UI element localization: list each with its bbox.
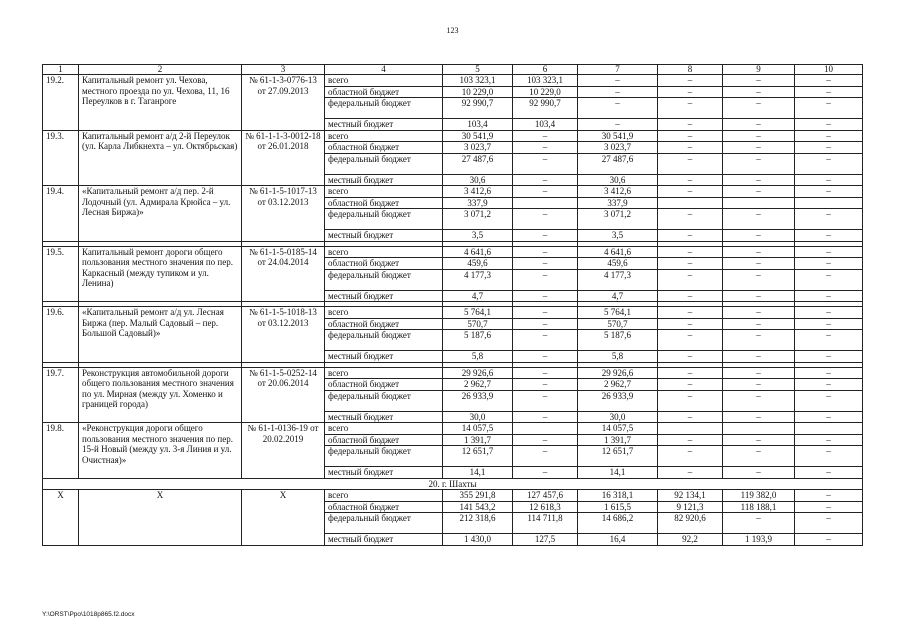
budget-label: федеральный бюджет xyxy=(325,390,443,411)
amount-cell: – xyxy=(795,246,863,258)
item-number: 19.6. xyxy=(43,307,79,363)
amount-cell: – xyxy=(658,209,723,230)
amount-cell: – xyxy=(723,446,795,467)
amount-cell: 103,4 xyxy=(513,119,578,131)
budget-label: областной бюджет xyxy=(325,197,443,209)
budget-label: местный бюджет xyxy=(325,351,443,363)
amount-cell: 114 711,8 xyxy=(513,513,578,534)
amount-cell: – xyxy=(658,269,723,290)
table-row xyxy=(43,423,863,435)
amount-cell: 82 920,6 xyxy=(658,513,723,534)
amount-cell xyxy=(795,423,863,435)
item-name: «Капитальный ремонт а/д пер. 2-й Лодочный (ул. Адмирала Крюйса – ул. Лесная Биржа)» xyxy=(79,186,242,242)
column-number-header: 2 xyxy=(79,65,242,75)
amount-cell: – xyxy=(795,307,863,319)
table-row xyxy=(43,75,863,87)
column-number-header: 4 xyxy=(325,65,443,75)
amount-cell: – xyxy=(723,351,795,363)
amount-cell: 92 990,7 xyxy=(513,98,578,119)
page-number: 123 xyxy=(446,26,459,35)
amount-cell: – xyxy=(578,75,658,87)
amount-cell: 9 121,3 xyxy=(658,501,723,513)
amount-cell xyxy=(513,197,578,209)
budget-label: федеральный бюджет xyxy=(325,98,443,119)
amount-cell: 337,9 xyxy=(443,197,513,209)
document-reference: № 61-1-0136-19 от 20.02.2019 xyxy=(242,423,325,479)
budget-label: федеральный бюджет xyxy=(325,209,443,230)
amount-cell: 27 487,6 xyxy=(578,153,658,174)
item-number: 19.2. xyxy=(43,75,79,131)
item-number: 19.4. xyxy=(43,186,79,242)
budget-label: местный бюджет xyxy=(325,119,443,131)
budget-label: всего xyxy=(325,246,443,258)
amount-cell xyxy=(658,423,723,435)
amount-cell: – xyxy=(723,119,795,131)
item-number: 19.7. xyxy=(43,367,79,423)
amount-cell: 26 933,9 xyxy=(443,390,513,411)
amount-cell: – xyxy=(578,98,658,119)
amount-cell: 3,5 xyxy=(578,230,658,242)
amount-cell: 16 318,1 xyxy=(578,490,658,502)
amount-cell: 14,1 xyxy=(578,467,658,479)
amount-cell: – xyxy=(578,119,658,131)
amount-cell: – xyxy=(723,98,795,119)
column-number-header: 6 xyxy=(513,65,578,75)
amount-cell: – xyxy=(513,351,578,363)
amount-cell: – xyxy=(723,86,795,98)
amount-cell: – xyxy=(658,246,723,258)
amount-cell: 30,0 xyxy=(578,411,658,423)
amount-cell: – xyxy=(513,290,578,302)
budget-label: всего xyxy=(325,186,443,198)
budget-label: всего xyxy=(325,130,443,142)
column-number-header: 9 xyxy=(723,65,795,75)
item-name: Капитальный ремонт дороги общего пользования местного значения по пер. Каркасный (между тупиком и ул. Ленина) xyxy=(79,246,242,302)
amount-cell: – xyxy=(795,411,863,423)
budget-label: федеральный бюджет xyxy=(325,269,443,290)
budget-label: местный бюджет xyxy=(325,174,443,186)
amount-cell: 92 134,1 xyxy=(658,490,723,502)
document-reference: № 61-1-1-3-0012-18 от 26.01.2018 xyxy=(242,130,325,186)
amount-cell: – xyxy=(513,230,578,242)
document-reference: № 61-1-5-0185-14 от 24.04.2014 xyxy=(242,246,325,302)
amount-cell: – xyxy=(513,153,578,174)
amount-cell: – xyxy=(795,290,863,302)
amount-cell: – xyxy=(795,434,863,446)
amount-cell: – xyxy=(658,186,723,198)
table-row xyxy=(43,307,863,319)
amount-cell: 14 686,2 xyxy=(578,513,658,534)
amount-cell: – xyxy=(795,501,863,513)
amount-cell: 5 764,1 xyxy=(578,307,658,319)
amount-cell: 29 926,6 xyxy=(578,367,658,379)
item-name: «Реконструкция дороги общего пользования местного значения по пер. 15-й Новый (между ул. 3-я Линия и ул. Очистная)» xyxy=(79,423,242,479)
amount-cell: – xyxy=(723,75,795,87)
amount-cell: 30,6 xyxy=(443,174,513,186)
x-mark: Х xyxy=(79,490,242,546)
section-title: 20. г. Шахты xyxy=(43,478,863,490)
amount-cell: – xyxy=(513,330,578,351)
amount-cell: 4 641,6 xyxy=(578,246,658,258)
section-row xyxy=(43,478,863,490)
item-name: Реконструкция автомобильной дороги общего пользования местного значения по ул. Мирная (между ул. Хоменко и границей города) xyxy=(79,367,242,423)
amount-cell: – xyxy=(723,434,795,446)
amount-cell: – xyxy=(658,351,723,363)
amount-cell: – xyxy=(658,153,723,174)
amount-cell: 459,6 xyxy=(443,258,513,270)
column-number-header: 10 xyxy=(795,65,863,75)
budget-label: областной бюджет xyxy=(325,501,443,513)
amount-cell: 103,4 xyxy=(443,119,513,131)
amount-cell: 212 318,6 xyxy=(443,513,513,534)
amount-cell: 4 177,3 xyxy=(443,269,513,290)
amount-cell: – xyxy=(513,411,578,423)
amount-cell: – xyxy=(723,318,795,330)
amount-cell: – xyxy=(723,307,795,319)
amount-cell: – xyxy=(513,209,578,230)
amount-cell: – xyxy=(513,467,578,479)
budget-label: областной бюджет xyxy=(325,258,443,270)
amount-cell: – xyxy=(723,258,795,270)
budget-label: областной бюджет xyxy=(325,142,443,154)
amount-cell: 4 177,3 xyxy=(578,269,658,290)
amount-cell: – xyxy=(795,130,863,142)
item-number: 19.3. xyxy=(43,130,79,186)
amount-cell: – xyxy=(723,174,795,186)
amount-cell: – xyxy=(658,367,723,379)
amount-cell: – xyxy=(795,534,863,546)
amount-cell: 3 412,6 xyxy=(443,186,513,198)
amount-cell: – xyxy=(513,142,578,154)
amount-cell: – xyxy=(723,411,795,423)
amount-cell: – xyxy=(513,269,578,290)
amount-cell: – xyxy=(658,467,723,479)
budget-table xyxy=(42,64,863,546)
item-name: Капитальный ремонт ул. Чехова, местного проезда по ул. Чехова, 11, 16 Переулков в г. Таганроге xyxy=(79,75,242,131)
header-row xyxy=(43,65,863,75)
amount-cell: 1 193,9 xyxy=(723,534,795,546)
amount-cell: – xyxy=(658,258,723,270)
item-name: Капитальный ремонт а/д 2-й Переулок (ул. Карла Либкнехта – ул. Октябрьская) xyxy=(79,130,242,186)
amount-cell: 127 457,6 xyxy=(513,490,578,502)
amount-cell: 5,8 xyxy=(578,351,658,363)
amount-cell: 5 187,6 xyxy=(578,330,658,351)
amount-cell: – xyxy=(795,119,863,131)
amount-cell: – xyxy=(723,269,795,290)
amount-cell: 3 023,7 xyxy=(443,142,513,154)
amount-cell: – xyxy=(723,367,795,379)
amount-cell: – xyxy=(795,390,863,411)
budget-label: областной бюджет xyxy=(325,379,443,391)
table-row xyxy=(43,367,863,379)
budget-label: местный бюджет xyxy=(325,534,443,546)
amount-cell: – xyxy=(658,174,723,186)
amount-cell xyxy=(658,197,723,209)
amount-cell: – xyxy=(795,174,863,186)
amount-cell: – xyxy=(513,390,578,411)
amount-cell: – xyxy=(658,130,723,142)
amount-cell: 1 615,5 xyxy=(578,501,658,513)
amount-cell: 118 188,1 xyxy=(723,501,795,513)
budget-label: местный бюджет xyxy=(325,411,443,423)
amount-cell: 570,7 xyxy=(443,318,513,330)
amount-cell: 5 187,6 xyxy=(443,330,513,351)
table-row xyxy=(43,246,863,258)
amount-cell: 2 962,7 xyxy=(443,379,513,391)
amount-cell: – xyxy=(723,230,795,242)
amount-cell: – xyxy=(723,130,795,142)
x-mark: Х xyxy=(43,490,79,546)
column-number-header: 3 xyxy=(242,65,325,75)
table-row xyxy=(43,186,863,198)
amount-cell: – xyxy=(795,86,863,98)
budget-label: областной бюджет xyxy=(325,434,443,446)
amount-cell: 12 651,7 xyxy=(443,446,513,467)
amount-cell: – xyxy=(795,209,863,230)
amount-cell: – xyxy=(723,467,795,479)
file-path-footer: Y:\ORST\Ppo\1018p865.f2.docx xyxy=(42,611,135,618)
amount-cell xyxy=(723,423,795,435)
amount-cell: 3 071,2 xyxy=(443,209,513,230)
amount-cell: – xyxy=(513,174,578,186)
amount-cell: 5 764,1 xyxy=(443,307,513,319)
amount-cell: 5,8 xyxy=(443,351,513,363)
amount-cell: – xyxy=(658,318,723,330)
amount-cell: – xyxy=(513,367,578,379)
budget-label: федеральный бюджет xyxy=(325,513,443,534)
amount-cell: – xyxy=(513,307,578,319)
amount-cell: – xyxy=(795,186,863,198)
budget-label: областной бюджет xyxy=(325,318,443,330)
budget-label: местный бюджет xyxy=(325,290,443,302)
amount-cell: – xyxy=(795,318,863,330)
amount-cell: – xyxy=(658,390,723,411)
column-number-header: 7 xyxy=(578,65,658,75)
budget-label: областной бюджет xyxy=(325,86,443,98)
document-reference: № 61-1-3-0776-13 от 27.09.2013 xyxy=(242,75,325,131)
budget-label: федеральный бюджет xyxy=(325,446,443,467)
amount-cell: – xyxy=(795,153,863,174)
amount-cell: – xyxy=(723,330,795,351)
amount-cell: 16,4 xyxy=(578,534,658,546)
budget-label: федеральный бюджет xyxy=(325,153,443,174)
amount-cell: – xyxy=(658,307,723,319)
amount-cell: – xyxy=(578,86,658,98)
amount-cell: 30,6 xyxy=(578,174,658,186)
amount-cell: 10 229,0 xyxy=(443,86,513,98)
amount-cell xyxy=(795,197,863,209)
budget-label: всего xyxy=(325,490,443,502)
amount-cell: 1 391,7 xyxy=(443,434,513,446)
amount-cell: – xyxy=(658,379,723,391)
amount-cell: – xyxy=(513,318,578,330)
item-number: 19.8. xyxy=(43,423,79,479)
amount-cell: 14 057,5 xyxy=(443,423,513,435)
amount-cell: 14,1 xyxy=(443,467,513,479)
amount-cell: 119 382,0 xyxy=(723,490,795,502)
amount-cell: – xyxy=(723,186,795,198)
x-mark: Х xyxy=(242,490,325,546)
document-reference: № 61-1-5-1017-13 от 03.12.2013 xyxy=(242,186,325,242)
column-number-header: 5 xyxy=(443,65,513,75)
amount-cell: 3 412,6 xyxy=(578,186,658,198)
amount-cell: 127,5 xyxy=(513,534,578,546)
amount-cell: – xyxy=(513,246,578,258)
amount-cell: 3 023,7 xyxy=(578,142,658,154)
amount-cell xyxy=(513,423,578,435)
amount-cell: – xyxy=(513,186,578,198)
amount-cell: – xyxy=(723,246,795,258)
budget-label: местный бюджет xyxy=(325,230,443,242)
amount-cell: 30 541,9 xyxy=(443,130,513,142)
amount-cell: 30 541,9 xyxy=(578,130,658,142)
document-reference: № 61-1-5-0252-14 от 20.06.2014 xyxy=(242,367,325,423)
amount-cell: – xyxy=(658,330,723,351)
amount-cell: – xyxy=(795,513,863,534)
amount-cell: – xyxy=(795,142,863,154)
amount-cell: 3 071,2 xyxy=(578,209,658,230)
budget-label: федеральный бюджет xyxy=(325,330,443,351)
column-number-header: 1 xyxy=(43,65,79,75)
amount-cell: 103 323,1 xyxy=(513,75,578,87)
amount-cell: 92 990,7 xyxy=(443,98,513,119)
item-name: «Капитальный ремонт а/д ул. Лесная Биржа (пер. Малый Садовый – пер. Большой Садовый)» xyxy=(79,307,242,363)
amount-cell: – xyxy=(795,98,863,119)
amount-cell xyxy=(723,197,795,209)
amount-cell: – xyxy=(723,390,795,411)
amount-cell: 4,7 xyxy=(578,290,658,302)
item-number: 19.5. xyxy=(43,246,79,302)
amount-cell: 30,0 xyxy=(443,411,513,423)
amount-cell: – xyxy=(658,411,723,423)
amount-cell: – xyxy=(513,434,578,446)
amount-cell: – xyxy=(795,269,863,290)
amount-cell: 2 962,7 xyxy=(578,379,658,391)
budget-label: всего xyxy=(325,75,443,87)
amount-cell: – xyxy=(723,142,795,154)
amount-cell: – xyxy=(723,209,795,230)
amount-cell: – xyxy=(513,379,578,391)
amount-cell: 26 933,9 xyxy=(578,390,658,411)
amount-cell: – xyxy=(723,379,795,391)
amount-cell: 12 651,7 xyxy=(578,446,658,467)
amount-cell: 459,6 xyxy=(578,258,658,270)
amount-cell: 12 618,3 xyxy=(513,501,578,513)
amount-cell: 3,5 xyxy=(443,230,513,242)
amount-cell: – xyxy=(658,230,723,242)
amount-cell: – xyxy=(723,153,795,174)
amount-cell: – xyxy=(513,446,578,467)
amount-cell: – xyxy=(795,330,863,351)
amount-cell: – xyxy=(513,258,578,270)
amount-cell: – xyxy=(795,258,863,270)
amount-cell: – xyxy=(658,119,723,131)
amount-cell: – xyxy=(723,513,795,534)
budget-label: всего xyxy=(325,423,443,435)
amount-cell: – xyxy=(723,290,795,302)
budget-label: местный бюджет xyxy=(325,467,443,479)
amount-cell: – xyxy=(658,86,723,98)
amount-cell: 570,7 xyxy=(578,318,658,330)
total-row xyxy=(43,490,863,502)
amount-cell: – xyxy=(513,130,578,142)
amount-cell: – xyxy=(795,351,863,363)
amount-cell: 355 291,8 xyxy=(443,490,513,502)
amount-cell: 4,7 xyxy=(443,290,513,302)
amount-cell: – xyxy=(795,367,863,379)
amount-cell: 337,9 xyxy=(578,197,658,209)
amount-cell: – xyxy=(795,379,863,391)
amount-cell: 27 487,6 xyxy=(443,153,513,174)
amount-cell: 4 641,6 xyxy=(443,246,513,258)
amount-cell: – xyxy=(795,467,863,479)
amount-cell: – xyxy=(658,75,723,87)
document-reference: № 61-1-5-1018-13 от 03.12.2013 xyxy=(242,307,325,363)
amount-cell: 103 323,1 xyxy=(443,75,513,87)
amount-cell: – xyxy=(658,98,723,119)
amount-cell: – xyxy=(795,446,863,467)
amount-cell: – xyxy=(658,142,723,154)
budget-label: всего xyxy=(325,367,443,379)
table-row xyxy=(43,130,863,142)
amount-cell: 92,2 xyxy=(658,534,723,546)
amount-cell: – xyxy=(795,75,863,87)
amount-cell: – xyxy=(658,290,723,302)
amount-cell: – xyxy=(658,434,723,446)
amount-cell: 1 430,0 xyxy=(443,534,513,546)
amount-cell: 10 229,0 xyxy=(513,86,578,98)
amount-cell: 14 057,5 xyxy=(578,423,658,435)
amount-cell: 1 391,7 xyxy=(578,434,658,446)
column-number-header: 8 xyxy=(658,65,723,75)
amount-cell: – xyxy=(658,446,723,467)
amount-cell: 141 543,2 xyxy=(443,501,513,513)
budget-label: всего xyxy=(325,307,443,319)
amount-cell: 29 926,6 xyxy=(443,367,513,379)
amount-cell: – xyxy=(795,230,863,242)
amount-cell: – xyxy=(795,490,863,502)
